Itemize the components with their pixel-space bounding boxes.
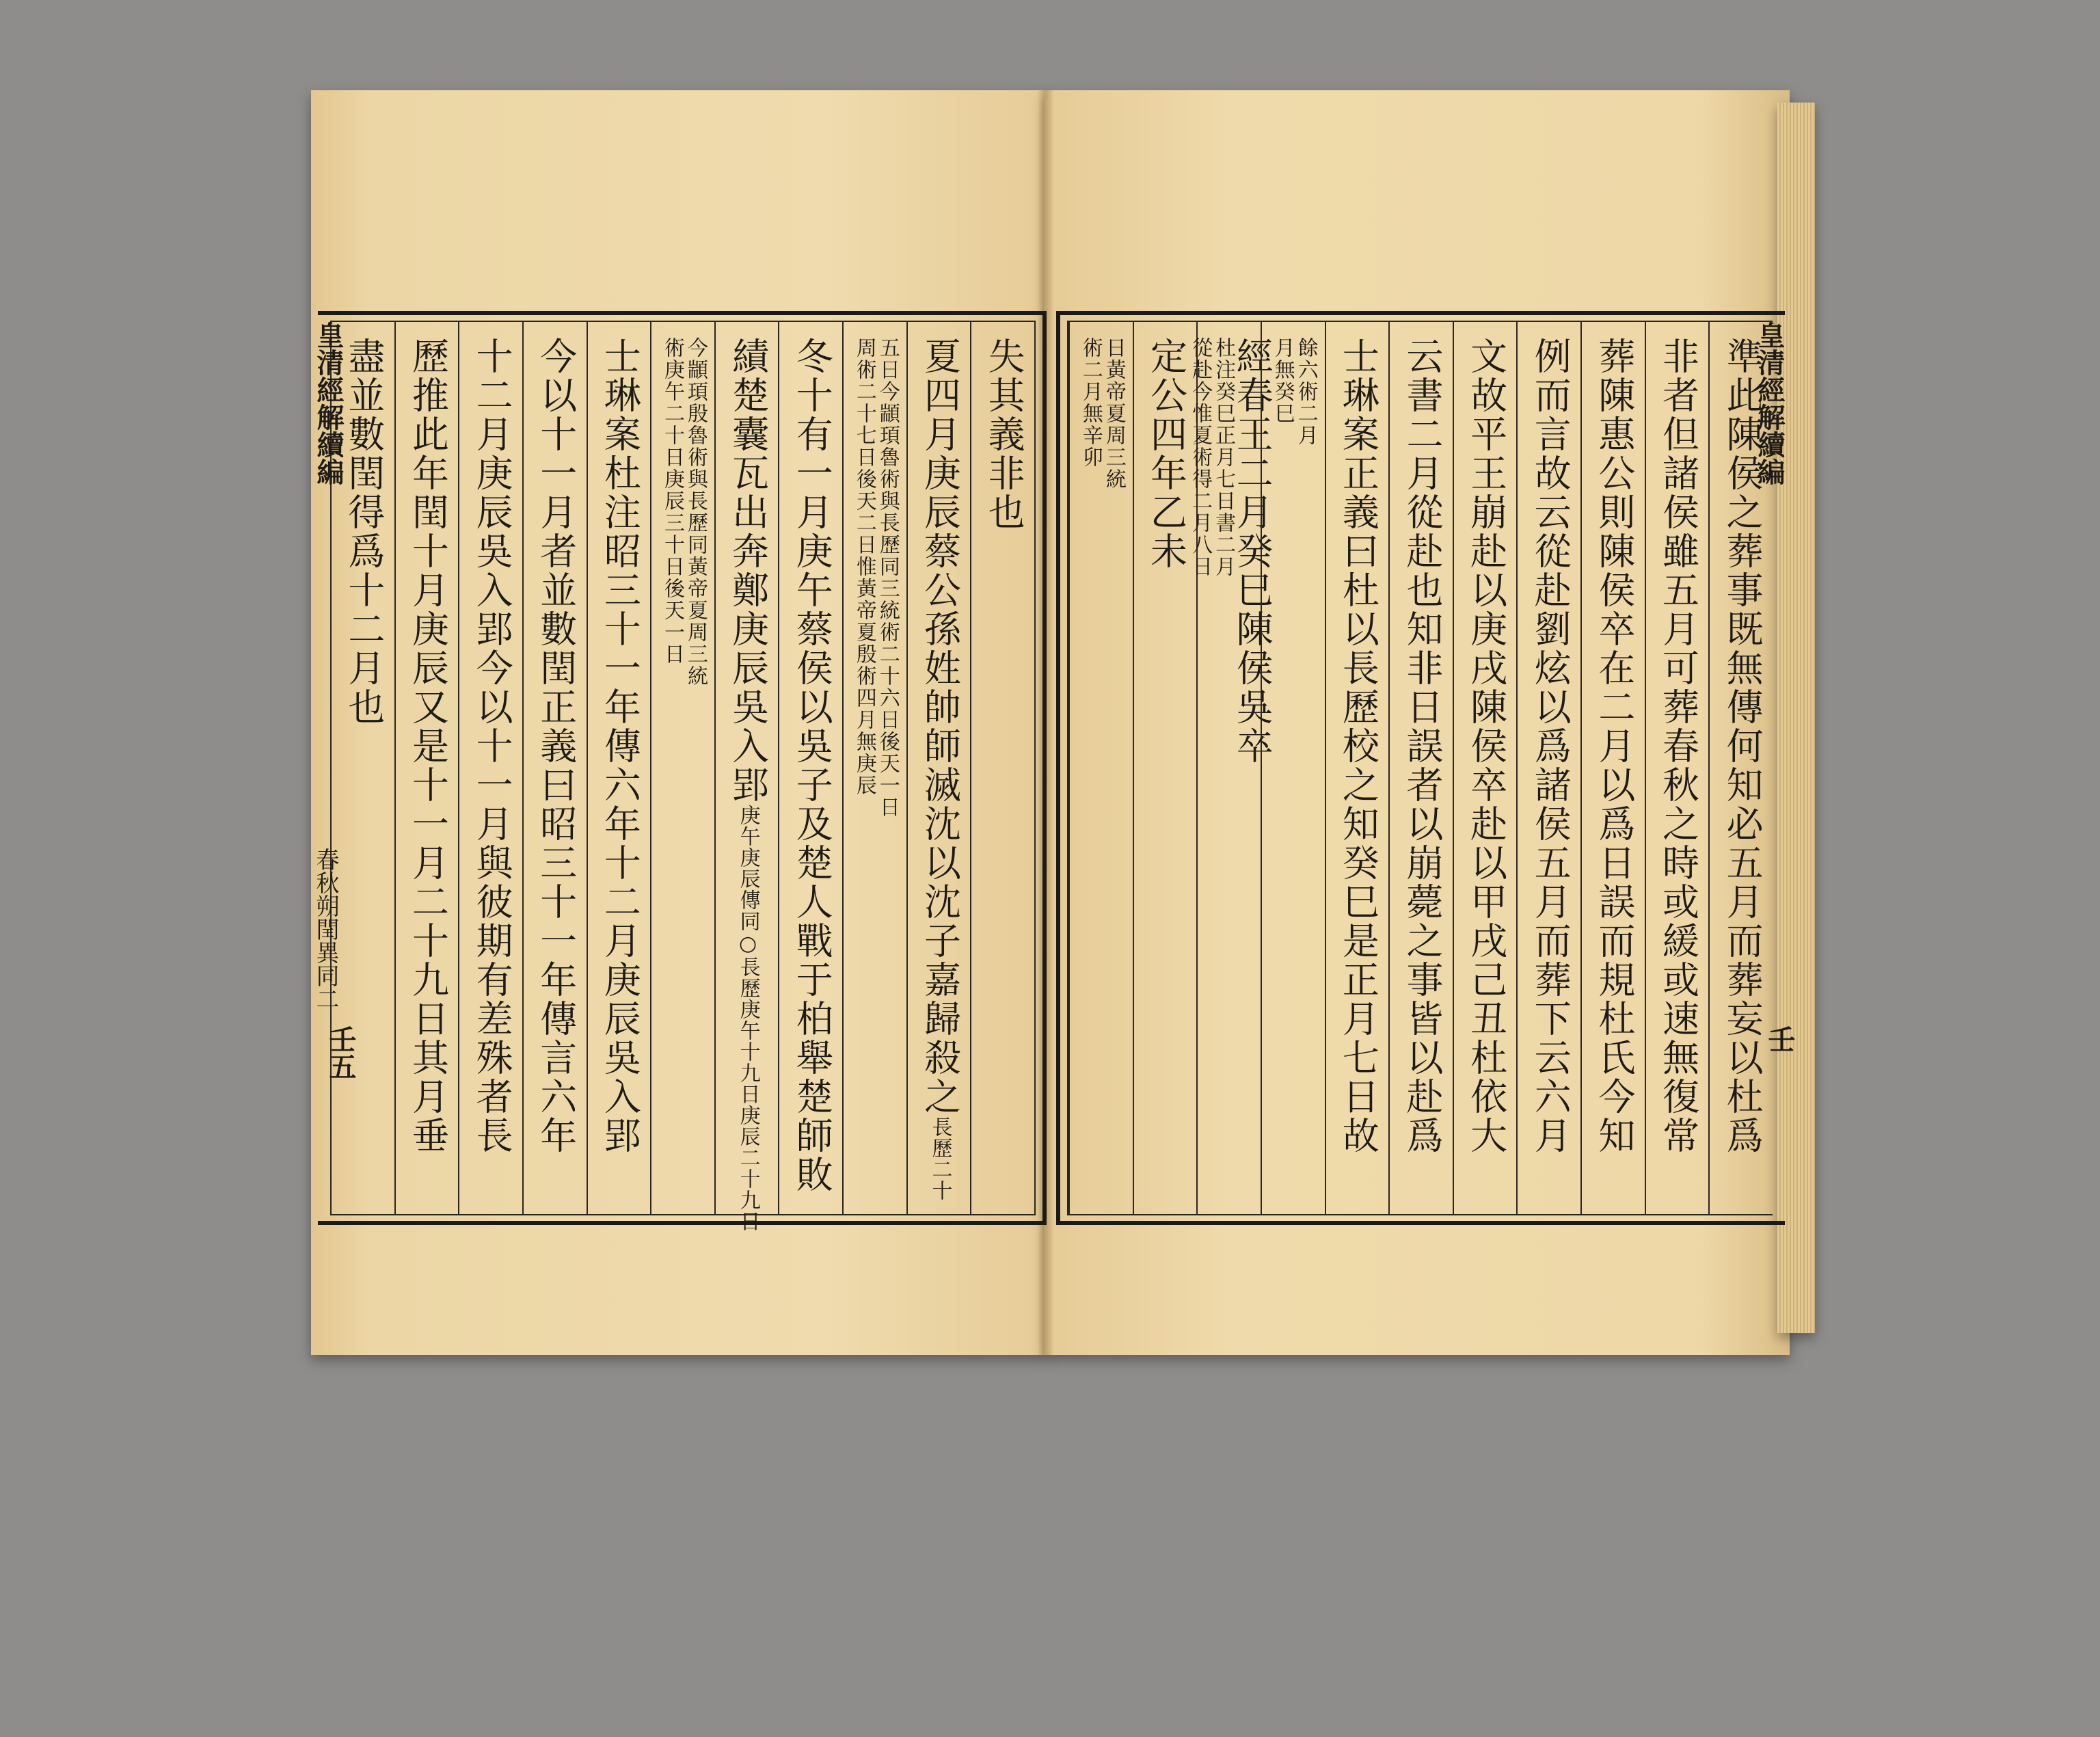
right-text-column bbox=[1453, 322, 1518, 1214]
double-line-commentary: 從赴今惟夏術得二月八日 bbox=[1188, 337, 1213, 578]
annotation-text: 庚午庚辰傳同○長歷庚午十九日庚辰二十九日 bbox=[736, 805, 760, 1232]
main-text: 非者但諸侯雖五月可葬春秋之時或緩或速無復常 bbox=[1656, 337, 1700, 1155]
right-text-column bbox=[1388, 322, 1454, 1214]
left-fold-title: 皇清經解續編 bbox=[312, 321, 345, 485]
left-text-column bbox=[650, 322, 716, 1214]
left-text-column bbox=[522, 322, 588, 1214]
main-text: 士琳案正義曰杜以長歷校之知癸巳是正月七日故 bbox=[1336, 337, 1380, 1155]
main-text: 士琳案杜注昭三十一年傳六年十二月庚辰吳入郢 bbox=[598, 337, 642, 1155]
double-line-commentary: 月無癸巳 bbox=[1270, 337, 1295, 425]
main-text: 失其義非也 bbox=[982, 337, 1026, 532]
right-column-grid bbox=[1067, 321, 1773, 1215]
main-text: 今以十一月者並數閏正義曰昭三十一年傳言六年 bbox=[534, 337, 578, 1155]
left-fold-subtitle: 春秋朔閏異同二 bbox=[312, 848, 339, 1010]
right-text-column bbox=[1325, 322, 1390, 1214]
left-leaf-number: 壬五 bbox=[325, 1025, 357, 1080]
main-text: 葬陳惠公則陳侯卒在二月以爲日誤而規杜氏今知 bbox=[1592, 337, 1636, 1155]
left-text-column bbox=[587, 322, 652, 1214]
left-text-frame bbox=[318, 311, 1047, 1232]
right-leaf-number: 壬 bbox=[1764, 1025, 1796, 1053]
main-text: 歷推此年閏十月庚辰又是十一月二十九日其月垂 bbox=[406, 337, 450, 1155]
double-line-commentary: 術庚午二十日庚辰三十日後天一日 bbox=[660, 337, 684, 665]
left-text-column bbox=[714, 322, 780, 1232]
left-column-grid bbox=[330, 321, 1036, 1232]
left-text-column bbox=[842, 322, 908, 1214]
left-text-column bbox=[778, 322, 844, 1214]
main-text: 云書二月從赴也知非日誤者以崩薨之事皆以赴爲 bbox=[1400, 337, 1444, 1155]
double-line-commentary: 日黃帝夏周三統 bbox=[1101, 337, 1126, 490]
main-text: 定公四年乙未 bbox=[1144, 337, 1188, 571]
main-text: 冬十有一月庚午蔡侯以吳子及楚人戰于柏舉楚師敗 bbox=[790, 337, 834, 1194]
main-text: 經春王二月癸巳陳侯吳卒 bbox=[1230, 337, 1274, 766]
annotation-text: 長歷二十 bbox=[928, 1116, 952, 1201]
double-line-commentary: 今顓頊殷魯術與長歷同黃帝夏周三統 bbox=[683, 337, 708, 687]
right-fold-title: 皇清經解續編 bbox=[1753, 321, 1786, 485]
main-text: 夏四月庚辰蔡公孫姓帥師滅沈以沈子嘉歸殺之 bbox=[918, 337, 962, 1116]
left-text-column bbox=[458, 322, 524, 1214]
double-line-commentary: 杜注癸巳正月七日書二月 bbox=[1211, 337, 1236, 578]
main-text: 盡並數閏得爲十二月也 bbox=[342, 337, 386, 727]
left-text-column bbox=[970, 322, 1036, 1214]
right-text-column bbox=[1645, 322, 1710, 1214]
right-text-frame bbox=[1056, 311, 1785, 1225]
left-text-column bbox=[394, 322, 460, 1214]
right-text-column bbox=[1068, 322, 1134, 1214]
right-text-column bbox=[1261, 322, 1326, 1214]
double-line-commentary: 術二月無辛卯 bbox=[1078, 337, 1103, 468]
right-text-column bbox=[1580, 322, 1646, 1214]
double-line-commentary: 周術二十七日後天二日惟黃帝夏殷術四月無庚辰 bbox=[852, 337, 876, 796]
main-text: 文故平王崩赴以庚戌陳侯卒赴以甲戌己丑杜依大 bbox=[1464, 337, 1508, 1155]
main-text: 例而言故云從赴劉炫以爲諸侯五月而葬下云六月 bbox=[1529, 337, 1572, 1155]
right-text-column bbox=[1188, 322, 1274, 1214]
double-line-commentary: 五日今顓頊魯術與長歷同三統術二十六日後天一日 bbox=[875, 337, 900, 818]
main-text: 績楚囊瓦出奔鄭庚辰吳入郢 bbox=[726, 337, 770, 805]
double-line-commentary: 餘六術二月 bbox=[1293, 337, 1318, 446]
right-text-column bbox=[1516, 322, 1582, 1214]
main-text: 準此陳侯之葬事既無傳何知必五月而葬妄以杜爲 bbox=[1721, 337, 1764, 1155]
main-text: 十二月庚辰吳入郢今以十一月與彼期有差殊者長 bbox=[470, 337, 514, 1155]
left-text-column bbox=[906, 322, 972, 1214]
